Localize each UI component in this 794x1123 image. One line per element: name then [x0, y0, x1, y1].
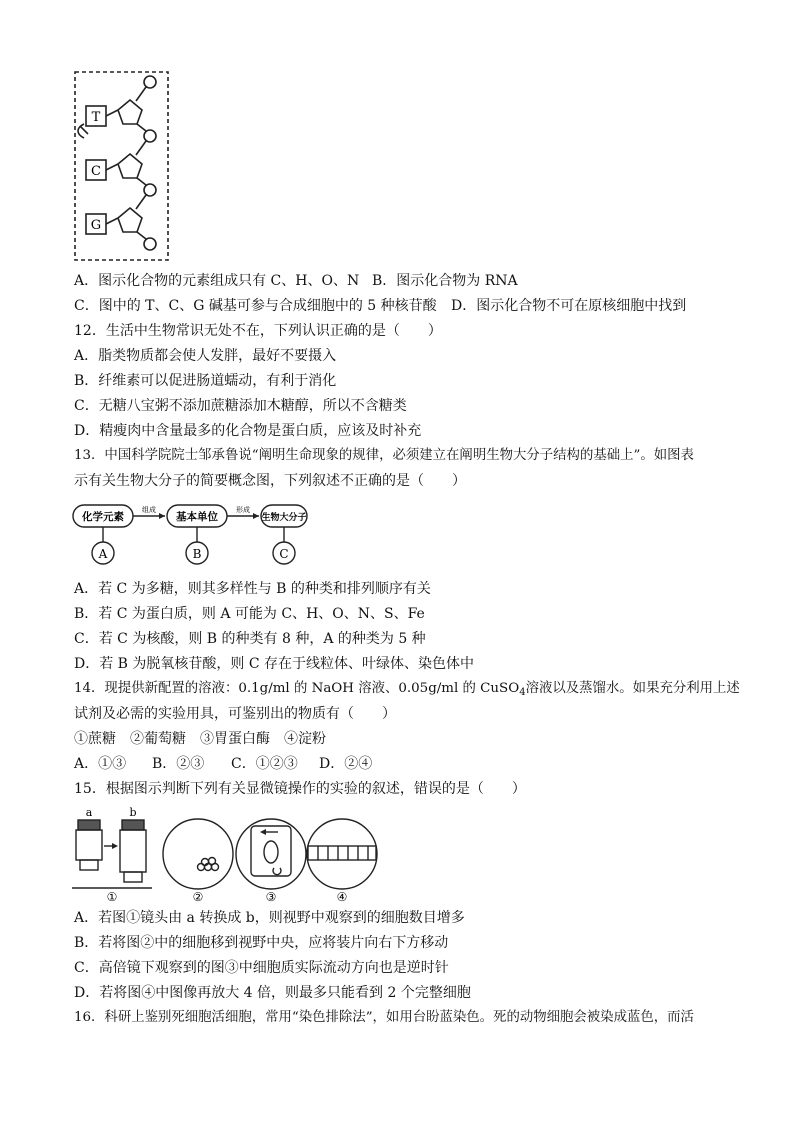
q12-option-d: D．精瘦肉中含量最多的化合物是蛋白质，应该及时补充 — [74, 423, 422, 439]
microscope-figure — [70, 804, 385, 904]
q14-stem-part2: 溶液以及蒸馏水。如果充分利用上述 — [525, 681, 740, 696]
q11-option-d: D．图示化合物不可在原核细胞中找到 — [451, 298, 687, 314]
q16-stem-line1: 16．科研上鉴别死细胞活细胞，常用“染色排除法”，如用台盼蓝染色。死的动物细胞会被染成蓝色，而活 — [74, 1010, 694, 1025]
panel-label-4: ④ — [336, 890, 348, 904]
macromolecule-concept-map — [70, 500, 310, 572]
q14-stem-line2: 试剂及必需的实验用具，可鉴别出的物质有（ ） — [74, 706, 396, 722]
q14-choice-b: B．②③ — [152, 756, 205, 772]
panel-label-1: ① — [106, 890, 118, 904]
q14-choice-a: A．①③ — [74, 756, 127, 772]
panel-label-3: ③ — [265, 890, 277, 904]
q15-option-c: C．高倍镜下观察到的图③中细胞质实际流动方向也是逆时针 — [74, 960, 449, 976]
q15-option-d: D．若将图④中图像再放大 4 倍，则最多只能看到 2 个完整细胞 — [74, 985, 471, 1001]
q12-option-c: C．无糖八宝粥不添加蔗糖添加木糖醇，所以不含糖类 — [74, 398, 407, 414]
panel-label-2: ② — [192, 890, 204, 904]
box-label-elements: 化学元素 — [82, 511, 124, 523]
base-g: G — [90, 218, 102, 233]
base-t: T — [91, 110, 101, 125]
q14-choices — [74, 754, 373, 774]
q13-stem-line1: 13．中国科学院院士邹承鲁说“阐明生命现象的规律，必须建立在阐明生物大分子结构的基础上”。如图表 — [74, 448, 694, 463]
q11-option-c: C．图中的 T、C、G 碱基可参与合成细胞中的 5 种核苷酸 — [74, 298, 437, 314]
q13-stem-line2: 示有关生物大分子的简要概念图，下列叙述不正确的是（ ） — [74, 473, 466, 489]
box-label-units: 基本单位 — [176, 511, 218, 523]
q11-options-line2 — [74, 296, 687, 316]
q12-option-a: A．脂类物质都会使人发胖，最好不要摄入 — [74, 348, 337, 364]
q12-option-b: B．纤维素可以促进肠道蠕动，有利于消化 — [74, 373, 337, 389]
circle-label-b: B — [192, 547, 202, 561]
q14-stem-part1: 14．现提供新配置的溶液：0.1g/ml 的 NaOH 溶液、0.05g/ml 的 CuSO — [74, 681, 520, 696]
q11-option-a: A．图示化合物的元素组成只有 C、H、O、N — [74, 273, 360, 289]
lens-label-a: a — [85, 806, 93, 819]
box-label-macromolecule: 生物大分子 — [261, 513, 307, 523]
arrow-label-compose: 组成 — [142, 506, 156, 514]
q13-option-c: C．若 C 为核酸，则 B 的种类有 8 种，A 的种类为 5 种 — [74, 631, 426, 647]
q14-stem-subscript: 4 — [519, 687, 526, 698]
lens-label-b: b — [129, 806, 137, 819]
q15-option-a: A．若图①镜头由 a 转换成 b，则视野中观察到的细胞数目增多 — [74, 910, 465, 926]
q11-option-b: B．图示化合物为 RNA — [372, 273, 518, 289]
circle-label-c: C — [279, 547, 289, 561]
q15-option-b: B．若将图②中的细胞移到视野中央，应将装片向右下方移动 — [74, 935, 449, 951]
q12-stem: 12．生活中生物常识无处不在，下列认识正确的是（ ） — [74, 323, 442, 339]
q13-option-a: A．若 C 为多糖，则其多样性与 B 的种类和排列顺序有关 — [74, 581, 431, 597]
base-c: C — [91, 164, 101, 179]
q15-stem: 15．根据图示判断下列有关显微镜操作的实验的叙述，错误的是（ ） — [74, 781, 526, 797]
nucleotide-chain-figure — [70, 68, 174, 264]
q14-choice-d: D．②④ — [319, 756, 373, 772]
q13-option-b: B．若 C 为蛋白质，则 A 可能为 C、H、O、N、S、Fe — [74, 606, 425, 622]
q14-stem-line1 — [74, 679, 740, 703]
q11-options-line1 — [74, 271, 518, 291]
circle-label-a: A — [98, 547, 108, 561]
q14-choice-c: C．①②③ — [231, 756, 298, 772]
arrow-label-form: 形成 — [236, 506, 250, 514]
q13-option-d: D．若 B 为脱氧核苷酸，则 C 存在于线粒体、叶绿体、染色体中 — [74, 656, 475, 672]
q14-items: ①蔗糖 ②葡萄糖 ③胃蛋白酶 ④淀粉 — [74, 731, 326, 747]
